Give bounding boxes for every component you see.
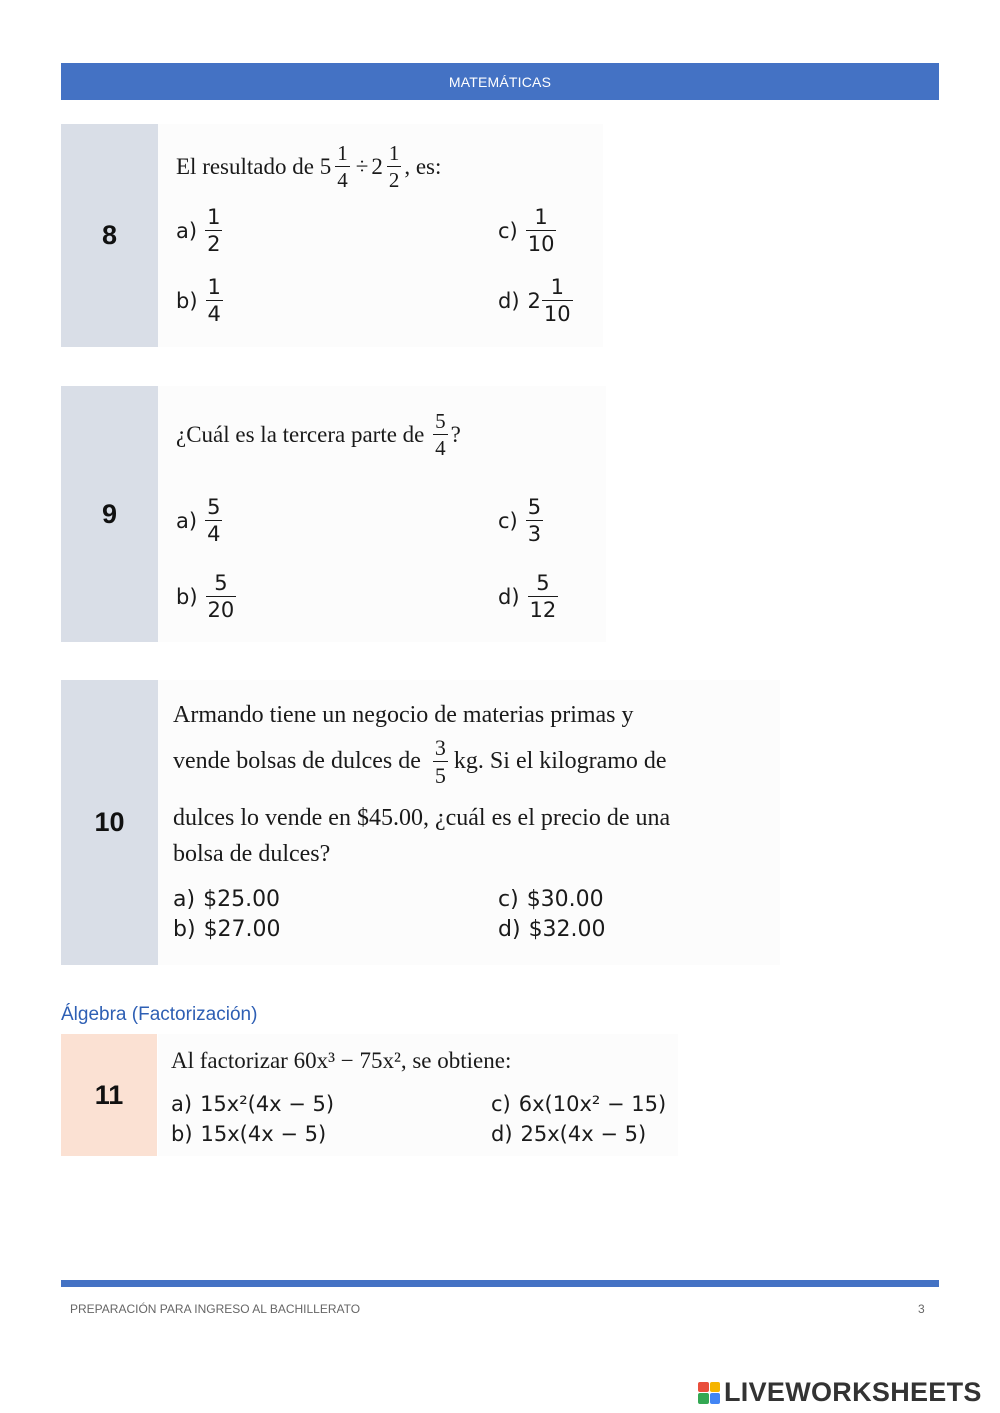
question-stem: Al factorizar 60x³ − 75x², se obtiene: (171, 1048, 512, 1073)
option-a[interactable]: a) 15x²(4x − 5) (171, 1092, 335, 1116)
option-c[interactable]: c) $\frac{1}{10}$ (498, 205, 555, 257)
fraction: $\frac{3}{5}$ (434, 735, 446, 789)
question-9 (61, 386, 939, 642)
liveworksheets-logo[interactable] (698, 1377, 982, 1408)
section-title: Álgebra (Factorización) (61, 1004, 258, 1025)
fraction: $\frac{5}{4}$ (435, 409, 446, 461)
question-card (158, 386, 606, 642)
question-card (158, 680, 780, 965)
question-stem: El resultado de 5 $\frac{1}{4}$ ÷ 2 $\frac{1}{2}$ , es: (176, 141, 442, 193)
question-card (158, 124, 603, 347)
option-b[interactable]: b) $\frac{5}{20}$ (176, 571, 235, 623)
question-number: 8 (61, 124, 158, 347)
question-8 (61, 124, 939, 347)
question-number: 11 (61, 1034, 157, 1156)
option-a[interactable]: a) $\frac{1}{2}$ (176, 205, 221, 257)
question-stem-line: Armando tiene un negocio de materias primas y (173, 702, 634, 728)
option-d[interactable]: d) $\frac{5}{12}$ (498, 571, 557, 623)
page-number: 3 (918, 1302, 925, 1316)
option-c[interactable]: c) $\frac{5}{3}$ (498, 495, 542, 547)
question-stem-line: dulces lo vende en $45.00, ¿cuál es el precio de una (173, 805, 671, 831)
option-c[interactable]: c) 6x(10x² − 15) (491, 1092, 667, 1116)
option-d[interactable]: d) 2 $\frac{1}{10}$ (498, 275, 571, 327)
brand-name: LIVEWORKSHEETS (724, 1377, 982, 1407)
option-a[interactable]: a) $\frac{5}{4}$ (176, 495, 221, 547)
footer-text: PREPARACIÓN PARA INGRESO AL BACHILLERATO (70, 1302, 361, 1316)
liveworksheets-icon (698, 1382, 720, 1404)
question-10 (61, 680, 939, 965)
footer-divider (61, 1280, 939, 1287)
option-c[interactable]: c) $30.00 (498, 887, 604, 912)
question-stem-line: bolsa de dulces? (173, 841, 331, 867)
question-stem-line: vende bolsas de dulces de $\frac{3}{5}$ kg. Si el kilogramo de (173, 735, 667, 789)
option-a[interactable]: a) $25.00 (173, 887, 281, 912)
question-number: 10 (61, 680, 158, 965)
option-b[interactable]: b) $\frac{1}{4}$ (176, 275, 221, 327)
fraction: $\frac{1}{2}$ (388, 141, 400, 193)
question-stem: ¿Cuál es la tercera parte de $\frac{5}{4}$ ? (176, 409, 461, 461)
page-header (61, 63, 939, 100)
header-title: MATEMÁTICAS (448, 73, 552, 90)
option-d[interactable]: d) $32.00 (498, 917, 606, 942)
option-d[interactable]: d) 25x(4x − 5) (491, 1122, 647, 1146)
option-b[interactable]: b) 15x(4x − 5) (171, 1122, 327, 1146)
question-number: 9 (61, 386, 158, 642)
question-11 (61, 1034, 939, 1156)
question-card (158, 1034, 678, 1156)
option-b[interactable]: b) $27.00 (173, 917, 281, 942)
fraction: $\frac{1}{4}$ (337, 141, 348, 193)
